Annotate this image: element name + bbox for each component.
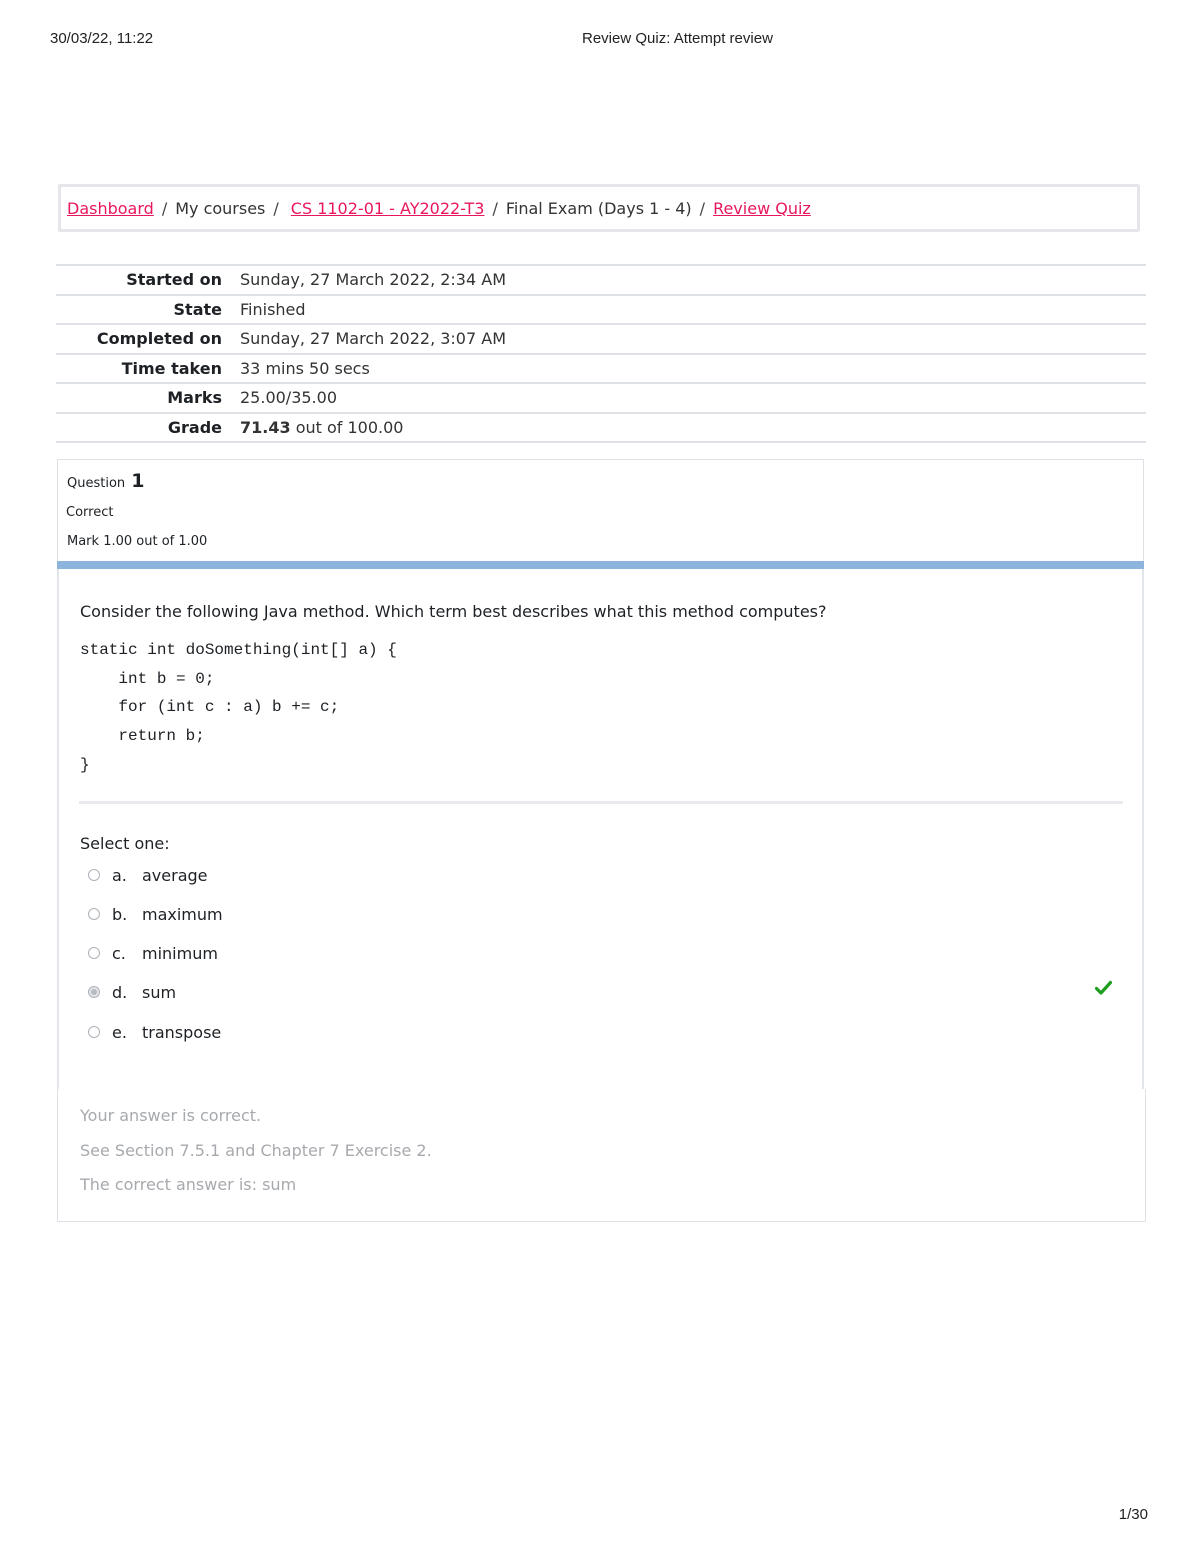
code-line: for (int c : a) b += c; [80, 698, 340, 717]
option-letter: c. [112, 943, 126, 963]
check-icon [1095, 980, 1112, 996]
answer-option-a[interactable] [88, 863, 208, 887]
breadcrumb-separator: / [161, 198, 168, 218]
divider [79, 801, 1123, 804]
code-line: return b; [80, 727, 205, 746]
option-text: sum [142, 982, 177, 1002]
option-letter: b. [112, 904, 128, 924]
question-mark: Mark 1.00 out of 1.00 [67, 534, 208, 549]
page-number: 1/30 [1118, 1506, 1148, 1523]
answer-option-b[interactable] [88, 902, 223, 926]
summary-value: Finished [240, 295, 1146, 325]
breadcrumb-final-exam: Final Exam (Days 1 - 4) [505, 198, 692, 218]
feedback-reference: See Section 7.5.1 and Chapter 7 Exercise 2. [80, 1141, 432, 1160]
summary-label: Completed on [56, 324, 240, 354]
summary-label: Marks [56, 383, 240, 413]
summary-row-started-on [56, 265, 1146, 295]
summary-value [240, 413, 1146, 443]
option-letter: a. [112, 865, 127, 885]
option-text: transpose [142, 1022, 222, 1042]
summary-row-state [56, 295, 1146, 325]
question-info [57, 459, 1144, 563]
question-number [67, 470, 145, 492]
breadcrumb-review-quiz-link[interactable]: Review Quiz [713, 198, 811, 218]
summary-value: 25.00/35.00 [240, 383, 1146, 413]
answer-option-e[interactable] [88, 1020, 221, 1044]
question-prefix: Question [67, 476, 126, 491]
grade-value: 71.43 [240, 417, 291, 437]
radio-button[interactable] [88, 947, 100, 959]
summary-label: Time taken [56, 354, 240, 384]
breadcrumb-dashboard-link[interactable]: Dashboard [67, 198, 154, 218]
breadcrumb [58, 184, 1140, 232]
print-date: 30/03/22, 11:22 [50, 30, 154, 47]
breadcrumb-my-courses: My courses [175, 198, 266, 218]
option-letter: d. [112, 982, 128, 1002]
radio-button-selected[interactable] [88, 986, 100, 998]
summary-label: State [56, 295, 240, 325]
breadcrumb-course-link[interactable]: CS 1102-01 - AY2022-T3 [290, 198, 485, 218]
radio-button[interactable] [88, 1026, 100, 1038]
summary-value: Sunday, 27 March 2022, 2:34 AM [240, 265, 1146, 295]
option-text: maximum [142, 904, 223, 924]
question-text: Consider the following Java method. Which term best describes what this method computes? [80, 602, 827, 621]
summary-row-grade [56, 413, 1146, 443]
code-line: int b = 0; [80, 669, 215, 688]
summary-label: Grade [56, 413, 240, 443]
summary-value: 33 mins 50 secs [240, 354, 1146, 384]
summary-row-completed-on [56, 324, 1146, 354]
breadcrumb-separator: / [492, 198, 498, 218]
summary-value: Sunday, 27 March 2022, 3:07 AM [240, 324, 1146, 354]
print-title: Review Quiz: Attempt review [582, 30, 773, 47]
question-number-value: 1 [131, 470, 145, 492]
option-text: minimum [142, 943, 218, 963]
answer-option-d[interactable] [88, 980, 176, 1004]
feedback-correct-answer: The correct answer is: sum [80, 1175, 297, 1194]
answer-option-c[interactable] [88, 941, 218, 965]
question-accent-bar [57, 561, 1144, 569]
breadcrumb-separator: / [699, 198, 706, 218]
code-line: static int doSomething(int[] a) { [80, 641, 397, 659]
attempt-summary-table [56, 264, 1146, 443]
radio-button[interactable] [88, 869, 100, 881]
option-text: average [142, 865, 208, 885]
summary-row-marks [56, 383, 1146, 413]
code-line: } [80, 755, 90, 774]
feedback-result: Your answer is correct. [80, 1106, 262, 1125]
summary-label: Started on [56, 265, 240, 295]
option-letter: e. [112, 1022, 127, 1042]
grade-suffix: out of 100.00 [295, 417, 404, 437]
summary-row-time-taken [56, 354, 1146, 384]
breadcrumb-separator: / [273, 198, 279, 218]
select-one-prompt: Select one: [80, 834, 170, 853]
question-state: Correct [66, 505, 114, 520]
radio-button[interactable] [88, 908, 100, 920]
code-block [80, 636, 397, 780]
